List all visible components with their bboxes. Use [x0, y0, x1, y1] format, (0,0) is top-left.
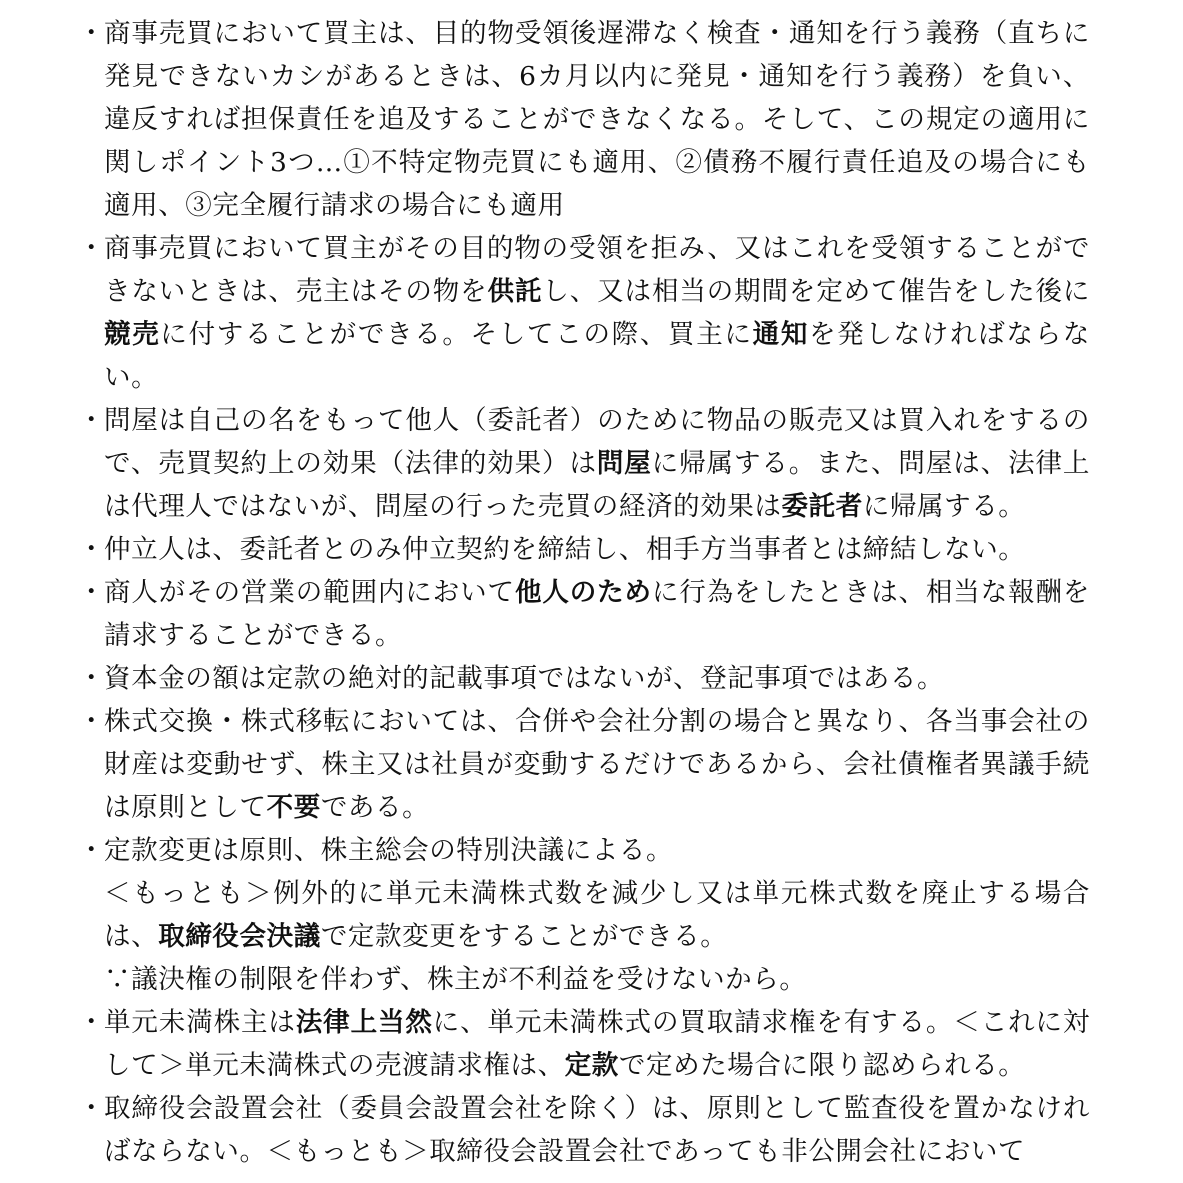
note-text: 商事売買において買主は、目的物受領後遅滞なく検査・通知を行う義務（直ちに発見できないカシがあるときは、6カ月以内に発見・通知を行う義務）を負い、違反すれば担保責任を追及することができなくなる。そして、この規定の適用に関しポイント3つ…①不特定物売買にも適用、②債務不履行責任追及の場合にも適用、③完全履行請求の場合にも適用: [104, 18, 1090, 221]
note-text: を発しなければならない。: [104, 319, 1091, 393]
note-item: [78, 571, 1090, 657]
bullet-marker: ・: [78, 577, 106, 608]
note-text: 仲立人は、委託者とのみ仲立契約を締結し、相手方当事者とは締結しない。: [104, 534, 1026, 565]
note-line: [104, 872, 1090, 958]
note-text: に、単元未満株式の買取請求権を有する。＜これに対して＞単元未満株式の売渡請求権は、: [104, 1007, 1090, 1081]
note-item: [78, 1001, 1090, 1087]
note-item: [78, 829, 1090, 1001]
note-text: ＜もっとも＞例外的に単元未満株式数を減少し又は単元株式数を廃止する場合は、: [104, 878, 1090, 952]
note-text: 単元未満株主は: [104, 1007, 296, 1038]
note-item: [78, 700, 1090, 829]
emphasis-term: 問屋: [596, 448, 652, 479]
note-text: で定款変更をすることができる。: [320, 921, 728, 952]
note-text: である。: [320, 792, 430, 823]
note-text: で定めた場合に限り認められる。: [618, 1050, 1026, 1081]
note-text: に帰属する。また、問屋は、法律上は代理人ではないが、問屋の行った売買の経済的効果は: [104, 448, 1090, 522]
emphasis-term: 通知: [752, 319, 810, 350]
emphasis-term: 供託: [487, 276, 543, 307]
bullet-marker: ・: [78, 663, 106, 694]
note-text: に付することができる。そしてこの際、買主に: [160, 319, 753, 350]
bullet-marker: ・: [78, 534, 106, 565]
bullet-marker: ・: [78, 18, 106, 49]
note-line: ∵議決権の制限を伴わず、株主が不利益を受けないから。: [104, 964, 807, 995]
note-item: [78, 12, 1090, 227]
emphasis-term: 取締役会決議: [158, 921, 321, 952]
note-item: [78, 399, 1090, 528]
note-item: [78, 528, 1090, 571]
emphasis-term: 不要: [266, 792, 321, 823]
notes-list: [78, 12, 1090, 1173]
bullet-marker: ・: [78, 233, 106, 264]
note-text: に帰属する。: [862, 491, 1026, 522]
note-text: に行為をしたときは、相当な報酬を請求することができる。: [104, 577, 1090, 651]
note-text: 取締役会設置会社（委員会設置会社を除く）は、原則として監査役を置かなければならない。＜もっとも＞取締役会設置会社であっても非公開会社において: [104, 1093, 1090, 1167]
note-text: 株式交換・株式移転においては、合併や会社分割の場合と異なり、各当事会社の財産は変動せず、株主又は社員が変動するだけであるから、会社債権者異議手続は原則として: [104, 706, 1090, 823]
emphasis-term: 競売: [104, 319, 161, 350]
note-text: 商人がその営業の範囲内において: [104, 577, 515, 608]
emphasis-term: 他人のため: [514, 577, 652, 608]
note-item: [78, 1087, 1090, 1173]
bullet-marker: ・: [78, 1007, 106, 1038]
bullet-marker: ・: [78, 405, 106, 436]
emphasis-term: 委託者: [781, 491, 863, 522]
note-text: 資本金の額は定款の絶対的記載事項ではないが、登記事項ではある。: [104, 663, 945, 694]
emphasis-term: 法律上当然: [295, 1007, 433, 1038]
note-text: 問屋は自己の名をもって他人（委託者）のために物品の販売又は買入れをするので、売買契約上の効果（法律的効果）は: [104, 405, 1090, 479]
bullet-marker: ・: [78, 706, 106, 737]
note-line: 定款変更は原則、株主総会の特別決議による。: [104, 835, 674, 866]
note-item: [78, 657, 1090, 700]
bullet-marker: ・: [78, 1093, 106, 1124]
note-item: [78, 227, 1090, 399]
bullet-marker: ・: [78, 835, 106, 866]
emphasis-term: 定款: [564, 1050, 619, 1081]
note-text: し、又は相当の期間を定めて催告をした後に: [542, 276, 1090, 307]
note-text: 商事売買において買主がその目的物の受領を拒み、又はこれを受領することができないときは、売主はその物を: [104, 233, 1090, 307]
